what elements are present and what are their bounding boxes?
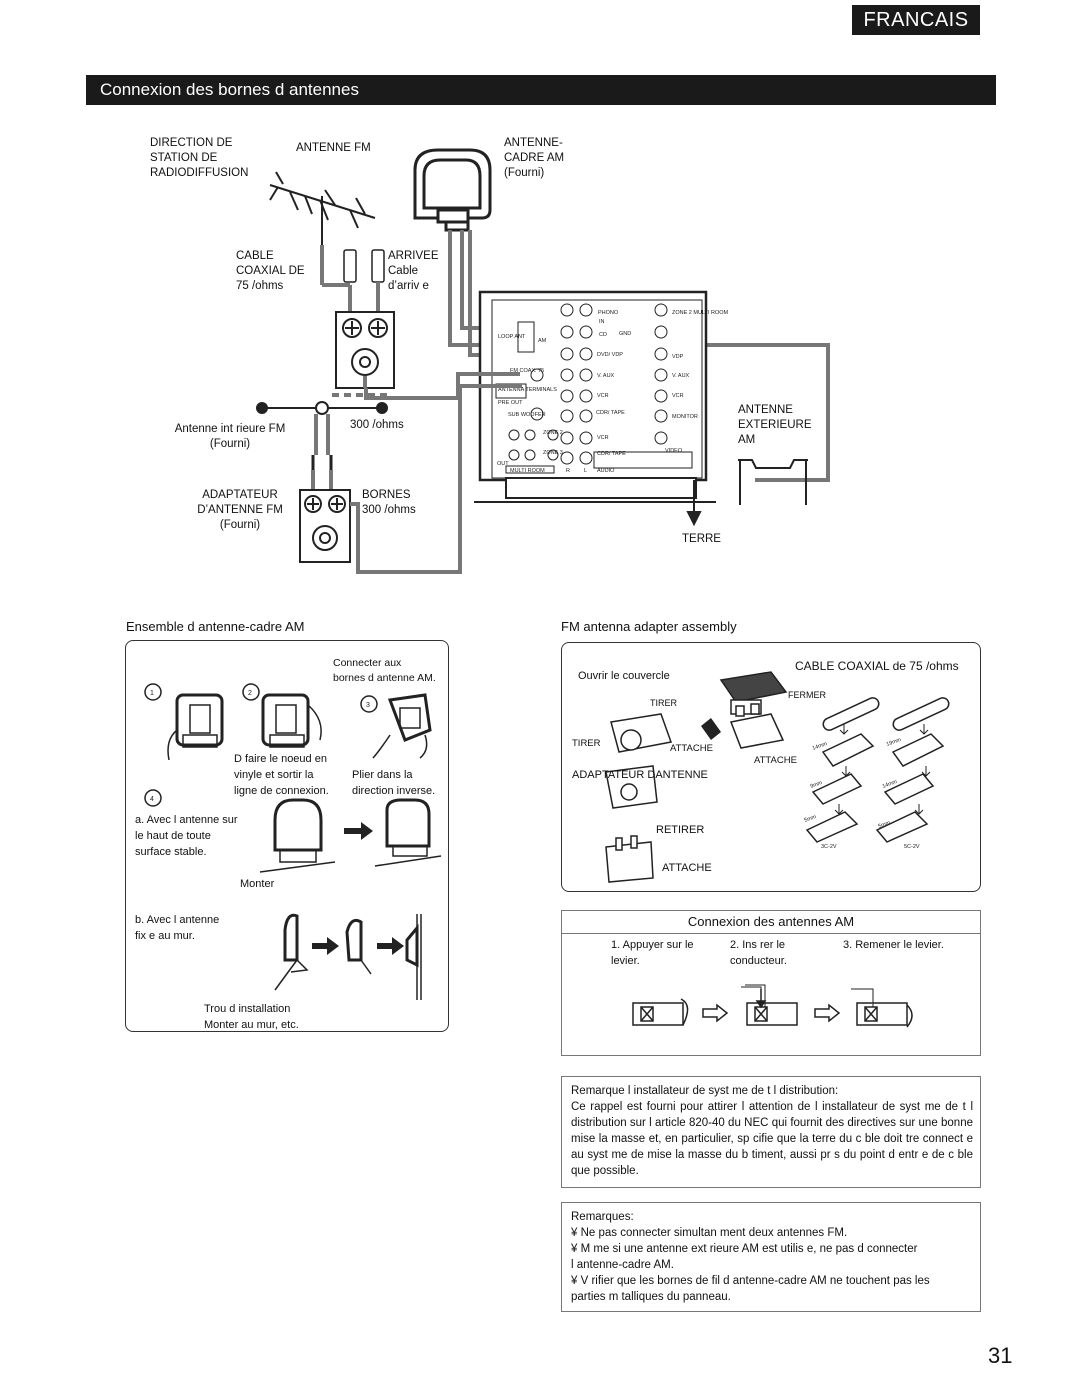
am-connection-title: Connexion des antennes AM	[562, 911, 980, 934]
label-ouvrir: Ouvrir le couvercle	[578, 670, 670, 682]
remarques-item-2: ¥ M me si une antenne ext rieure AM est utilis e, ne pas d connecter l antenne-cadre AM.	[571, 1243, 918, 1271]
label-9mm: 9mm	[809, 780, 824, 790]
section-title: Connexion des bornes d antennes	[86, 75, 996, 105]
fm-adapter-section-title: FM antenna adapter assembly	[561, 619, 737, 634]
remarques-item-1: ¥ Ne pas connecter simultan ment deux antennes FM.	[571, 1227, 848, 1239]
label-plier: Plier dans la direction inverse.	[352, 769, 436, 797]
label-tirer-2: TIRER	[572, 738, 601, 749]
panel-label-r: R	[566, 468, 570, 474]
label-defaire: D faire le noeud en vinyle et sortir la ligne de connexion.	[234, 753, 329, 797]
panel-label-loop-ant: LOOP ANT	[498, 334, 526, 340]
am-step4-number: 4	[150, 796, 154, 803]
am-connection-steps-illustration	[561, 985, 981, 1045]
panel-label-zone3: ZONE 3	[543, 450, 563, 456]
label-direction: DIRECTION DE STATION DE RADIODIFFUSION	[150, 137, 249, 179]
panel-label-gnd: GND	[619, 331, 632, 337]
remarques-item-3: ¥ V rifier que les bornes de fil d antenne-cadre AM ne touchent pas les parties m talliques du panneau.	[571, 1275, 930, 1303]
label-antenne-fm: ANTENNE FM	[296, 142, 371, 154]
panel-label-l: L	[584, 468, 588, 474]
panel-label-dvd-vdp: DVD/ VDP	[597, 352, 623, 358]
language-tab: FRANCAIS	[852, 5, 980, 35]
label-connecter: Connecter aux bornes d antenne AM.	[333, 657, 436, 684]
label-trou: Trou d installation Monter au mur, etc.	[204, 1003, 299, 1031]
label-14mm-b: 14mm	[881, 779, 899, 790]
am-loop-section-title: Ensemble d antenne-cadre AM	[126, 619, 305, 634]
label-19mm: 19mm	[885, 737, 903, 748]
panel-label-zone2: ZONE 2	[543, 430, 563, 436]
label-antenne-cadre: ANTENNE- CADRE AM (Fourni)	[504, 137, 565, 179]
indoor-fm-antenna-icon	[257, 402, 387, 414]
label-attache-1: ATTACHE	[670, 743, 713, 754]
page-number: 31	[988, 1343, 1013, 1368]
outdoor-am-antenna-icon	[738, 460, 808, 505]
label-14mm-a: 14mm	[811, 741, 829, 752]
panel-label-video: VIDEO	[665, 448, 683, 454]
remarque-catv-heading: Remarque l installateur de syst me de t l distribution:	[571, 1085, 839, 1097]
panel-label-out: OUT	[497, 461, 509, 467]
label-antenne-interieure: Antenne int rieure FM (Fourni)	[174, 423, 286, 450]
bottom-adapter-block	[300, 490, 350, 562]
panel-label-v-aux: V. AUX	[597, 373, 615, 379]
label-5c2v: 5C-2V	[904, 844, 920, 850]
label-5mm-a: 5mm	[803, 814, 818, 824]
label-bornes: BORNES 300 /ohms	[362, 489, 416, 516]
am-connection-step2: 2. Ins rer le conducteur.	[730, 939, 787, 967]
panel-label-pre-out: PRE OUT	[498, 400, 523, 406]
panel-label-v-aux-right: V. AUX	[672, 373, 690, 379]
label-tirer-1: TIRER	[650, 698, 677, 708]
label-monter: Monter	[240, 878, 275, 890]
label-cable-coaxial-75: CABLE COAXIAL de 75 /ohms	[795, 659, 959, 673]
am-step2-number: 2	[248, 690, 252, 697]
am-step3-number: 3	[366, 702, 370, 709]
label-300-ohms: 300 /ohms	[350, 419, 404, 431]
panel-label-multi-room: MULTI ROOM	[510, 468, 545, 474]
label-option-b: b. Avec l antenne fix e au mur.	[135, 914, 220, 942]
label-attache-3: ATTACHE	[662, 862, 712, 874]
panel-label-cd: CD	[599, 332, 607, 338]
panel-label-vdp: VDP	[672, 354, 684, 360]
panel-label-fm-coax: FM COAX. 75	[510, 368, 545, 374]
am-connection-step3: 3. Remener le levier.	[843, 939, 944, 951]
label-fermer: FERMER	[788, 690, 826, 700]
panel-label-cdr-tape: CDR/ TAPE	[596, 410, 625, 416]
am-connection-step1: 1. Appuyer sur le levier.	[611, 939, 694, 967]
label-adaptateur-dantenne: ADAPTATEUR DANTENNE	[572, 769, 708, 781]
panel-label-zone2-multi-room: ZONE 2 MULTI ROOM	[672, 310, 729, 316]
label-antenne-exterieure: ANTENNE EXTERIEURE AM	[738, 404, 812, 446]
label-terre: TERRE	[682, 533, 721, 545]
panel-label-sub-woofer: SUB WOOFER	[508, 412, 546, 418]
panel-label-phono: PHONO	[598, 310, 619, 316]
remarques-heading: Remarques:	[571, 1211, 634, 1223]
am-loop-antenna-icon	[415, 150, 490, 230]
panel-label-audio: AUDIO	[597, 468, 615, 474]
label-attache-2: ATTACHE	[754, 755, 797, 766]
label-adaptateur: ADAPTATEUR D’ANTENNE FM (Fourni)	[197, 489, 283, 531]
label-option-a: a. Avec l antenne sur le haut de toute surface stable.	[135, 814, 238, 858]
label-3c2v: 3C-2V	[821, 844, 837, 850]
panel-label-vcr-lower: VCR	[597, 435, 609, 441]
remarque-catv-body: Ce rappel est fourni pour attirer l attention de l installateur de syst me de t l distribution sur l article 820-40 du NEC qui fournit des directives sur une bonne mise la masse et, en particulier, sp cifie que la terre du c ble doit tre connect e au syst me de mise la masse du b timent, aussi pr s du point d entr e de c ble que possible.	[571, 1101, 973, 1177]
panel-label-antenna-terminals: ANTENNA TERMINALS	[498, 387, 557, 393]
panel-label-vcr: VCR	[597, 393, 609, 399]
antenna-connection-diagram	[0, 0, 1080, 620]
am-step1-number: 1	[150, 690, 154, 697]
label-cable-coaxial: CABLE COAXIAL DE 75 /ohms	[236, 250, 305, 292]
panel-label-vcr-right: VCR	[672, 393, 684, 399]
label-5mm-b: 5mm	[877, 820, 892, 830]
fm-yagi-antenna-icon	[270, 172, 375, 245]
panel-label-cdr-tape-lower: CDR/ TAPE	[597, 451, 626, 457]
label-retirer: RETIRER	[656, 824, 705, 836]
label-arrivee: ARRIVEE Cable d’arriv e	[388, 250, 439, 292]
panel-label-in: IN	[599, 319, 605, 325]
panel-label-monitor: MONITOR	[672, 414, 698, 420]
panel-label-am: AM	[538, 338, 547, 344]
